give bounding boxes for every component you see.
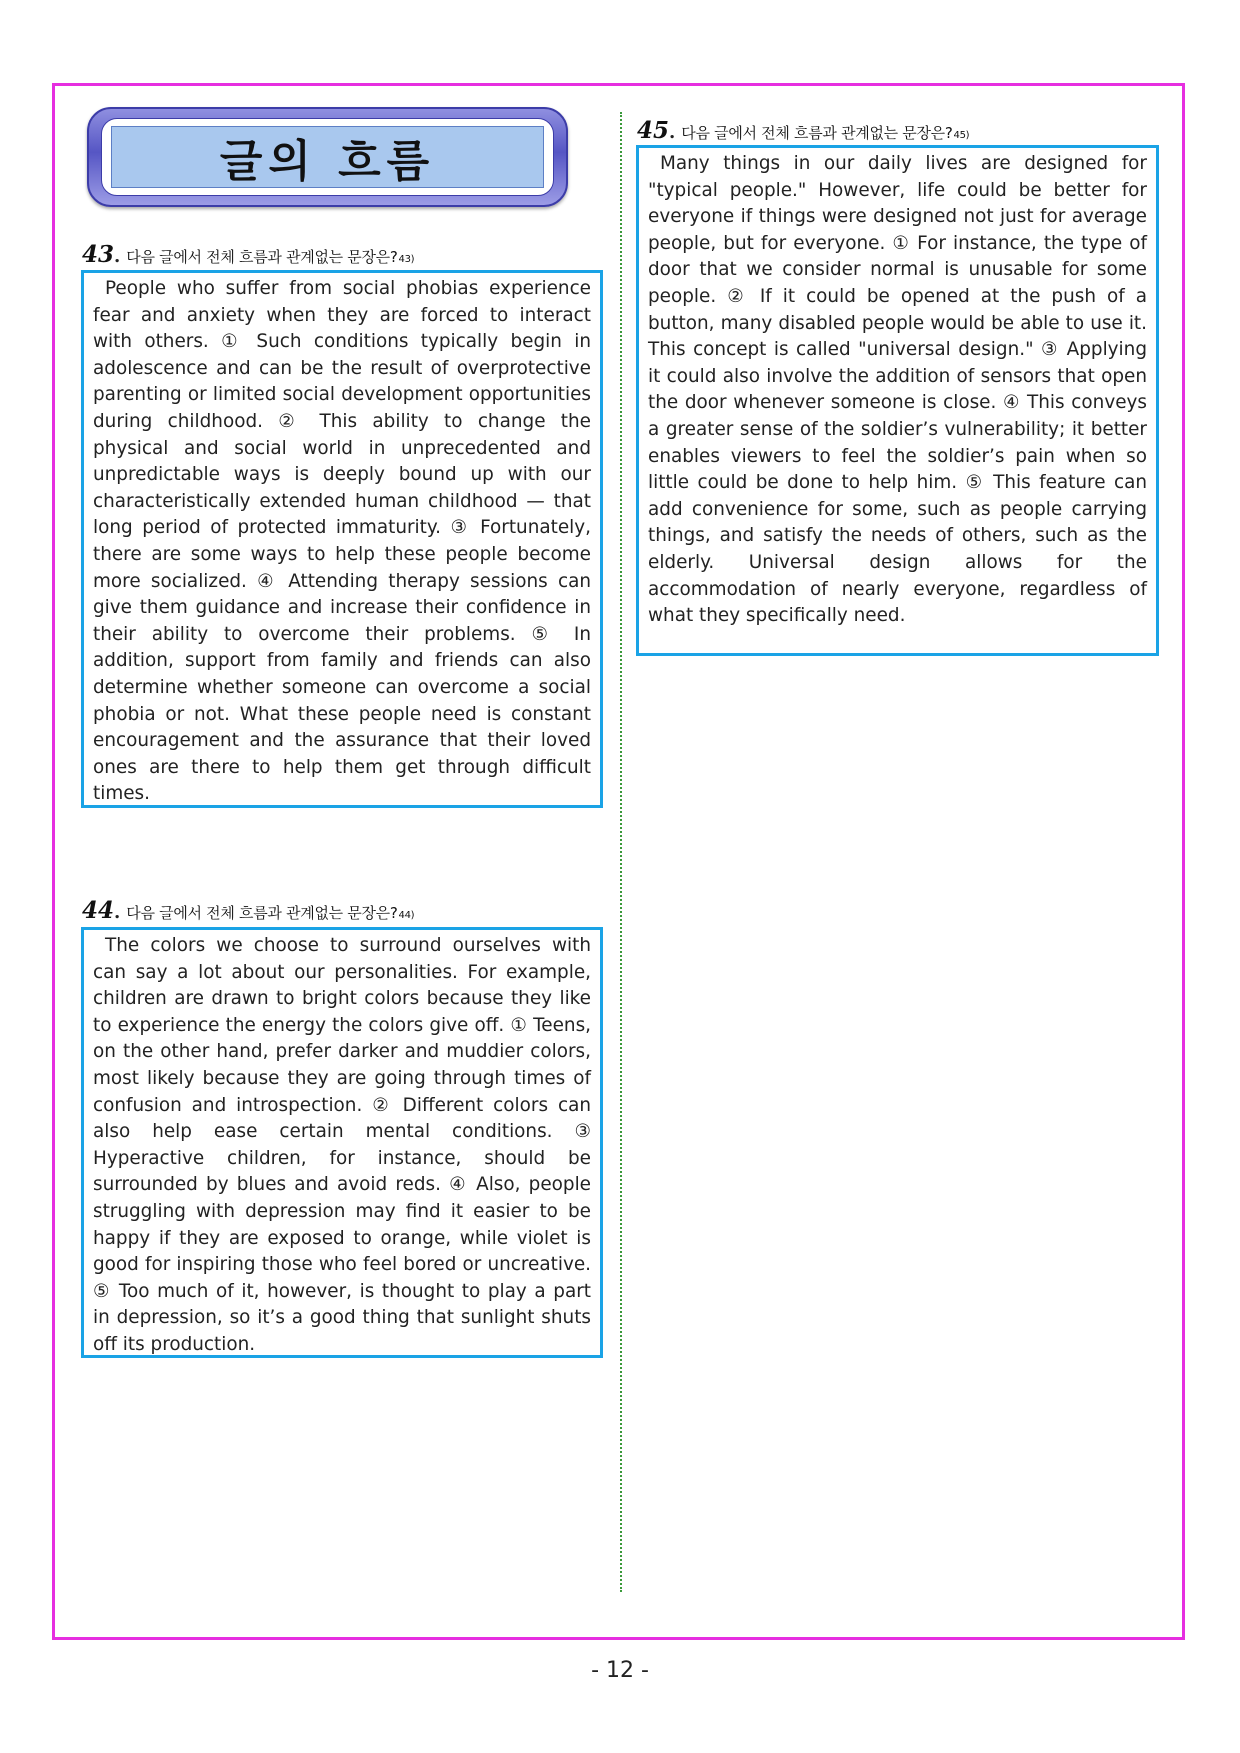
question-prompt: 다음 글에서 전체 흐름과 관계없는 문장은?: [126, 904, 398, 922]
section-title: 글의 흐름: [219, 136, 436, 187]
passage-text: The colors we choose to surround ourselves with can say a lot about our personalities. For example, children are drawn to bright colors because they like to experience the energy the colors give off. ① Teens, on the other hand, prefer darker and muddier colors, most likely because they are going through times of confusion and introspection. ② Different colors can also help ease certain mental conditions. ③ Hyperactive children, for instance, should be surrounded by blues and avoid reds. ④ Also, people struggling with depression may find it easier to be happy if they are exposed to orange, while violet is good for inspiring those who feel bored or uncreative. ⑤ Too much of it, however, is thought to play a part in depression, so it’s a good thing that sunlight shuts off its production.: [93, 935, 591, 1355]
question-number: 44: [82, 897, 115, 924]
question-prompt: 다음 글에서 전체 흐름과 관계없는 문장은?: [681, 124, 953, 142]
passage-text: People who suffer from social phobias experience fear and anxiety when they are forced to interact with others. ① Such conditions typically begin in adolescence and can be the result of overprotective parenting or limited social development opportunities during childhood. ② This ability to change the physical and social world in unprecedented and unpredictable ways is deeply bound up with our characteristically extended human childhood — that long period of protected immaturity. ③ Fortunately, there are some ways to help these people become more socialized. ④ Attending therapy sessions can give them guidance and increase their confidence in their ability to overcome their problems. ⑤ In addition, support from family and friends can also determine whether someone can overcome a social phobia or not. What these people need is constant encouragement and the assurance that their loved ones are there to help them get through difficult times.: [93, 278, 591, 805]
question-43-passage-box: [81, 270, 603, 808]
passage-text: Many things in our daily lives are designed for "typical people." However, life could be better for everyone if things were designed not just for average people, but for everyone. ① For instance, the type of door that we consider normal is unusable for some people. ② If it could be opened at the push of a button, many disabled people would be able to use it. This concept is called "universal design." ③ Applying it could also involve the addition of sensors that open the door whenever someone is close. ④ This conveys a greater sense of the soldier’s vulnerability; it better enables viewers to feel the soldier’s pain when so little could be done to help him. ⑤ This feature can add convenience for some, such as people carrying things, and satisfy the needs of others, such as the elderly. Universal design allows for the accommodation of nearly everyone, regardless of what they specifically need.: [648, 153, 1147, 627]
footnote-ref: 43): [398, 254, 415, 265]
question-45-passage-box: [636, 145, 1159, 656]
title-banner-inner: [111, 126, 544, 188]
question-prompt: 다음 글에서 전체 흐름과 관계없는 문장은?: [126, 248, 398, 266]
question-44-passage-box: [81, 927, 603, 1358]
question-number: 43: [82, 241, 115, 268]
column-divider: [620, 112, 622, 1592]
question-44-header: 44 . 다음 글에서 전체 흐름과 관계없는 문장은? 44): [82, 897, 415, 924]
question-number: 45: [637, 117, 670, 144]
title-banner-frame: [101, 118, 554, 196]
question-45-header: 45 . 다음 글에서 전체 흐름과 관계없는 문장은? 45): [637, 117, 970, 144]
footnote-ref: 44): [398, 910, 415, 921]
section-title-banner: [87, 107, 568, 207]
page-number: - 12 -: [591, 1658, 649, 1683]
question-43-header: 43 . 다음 글에서 전체 흐름과 관계없는 문장은? 43): [82, 241, 415, 268]
footnote-ref: 45): [953, 130, 970, 141]
